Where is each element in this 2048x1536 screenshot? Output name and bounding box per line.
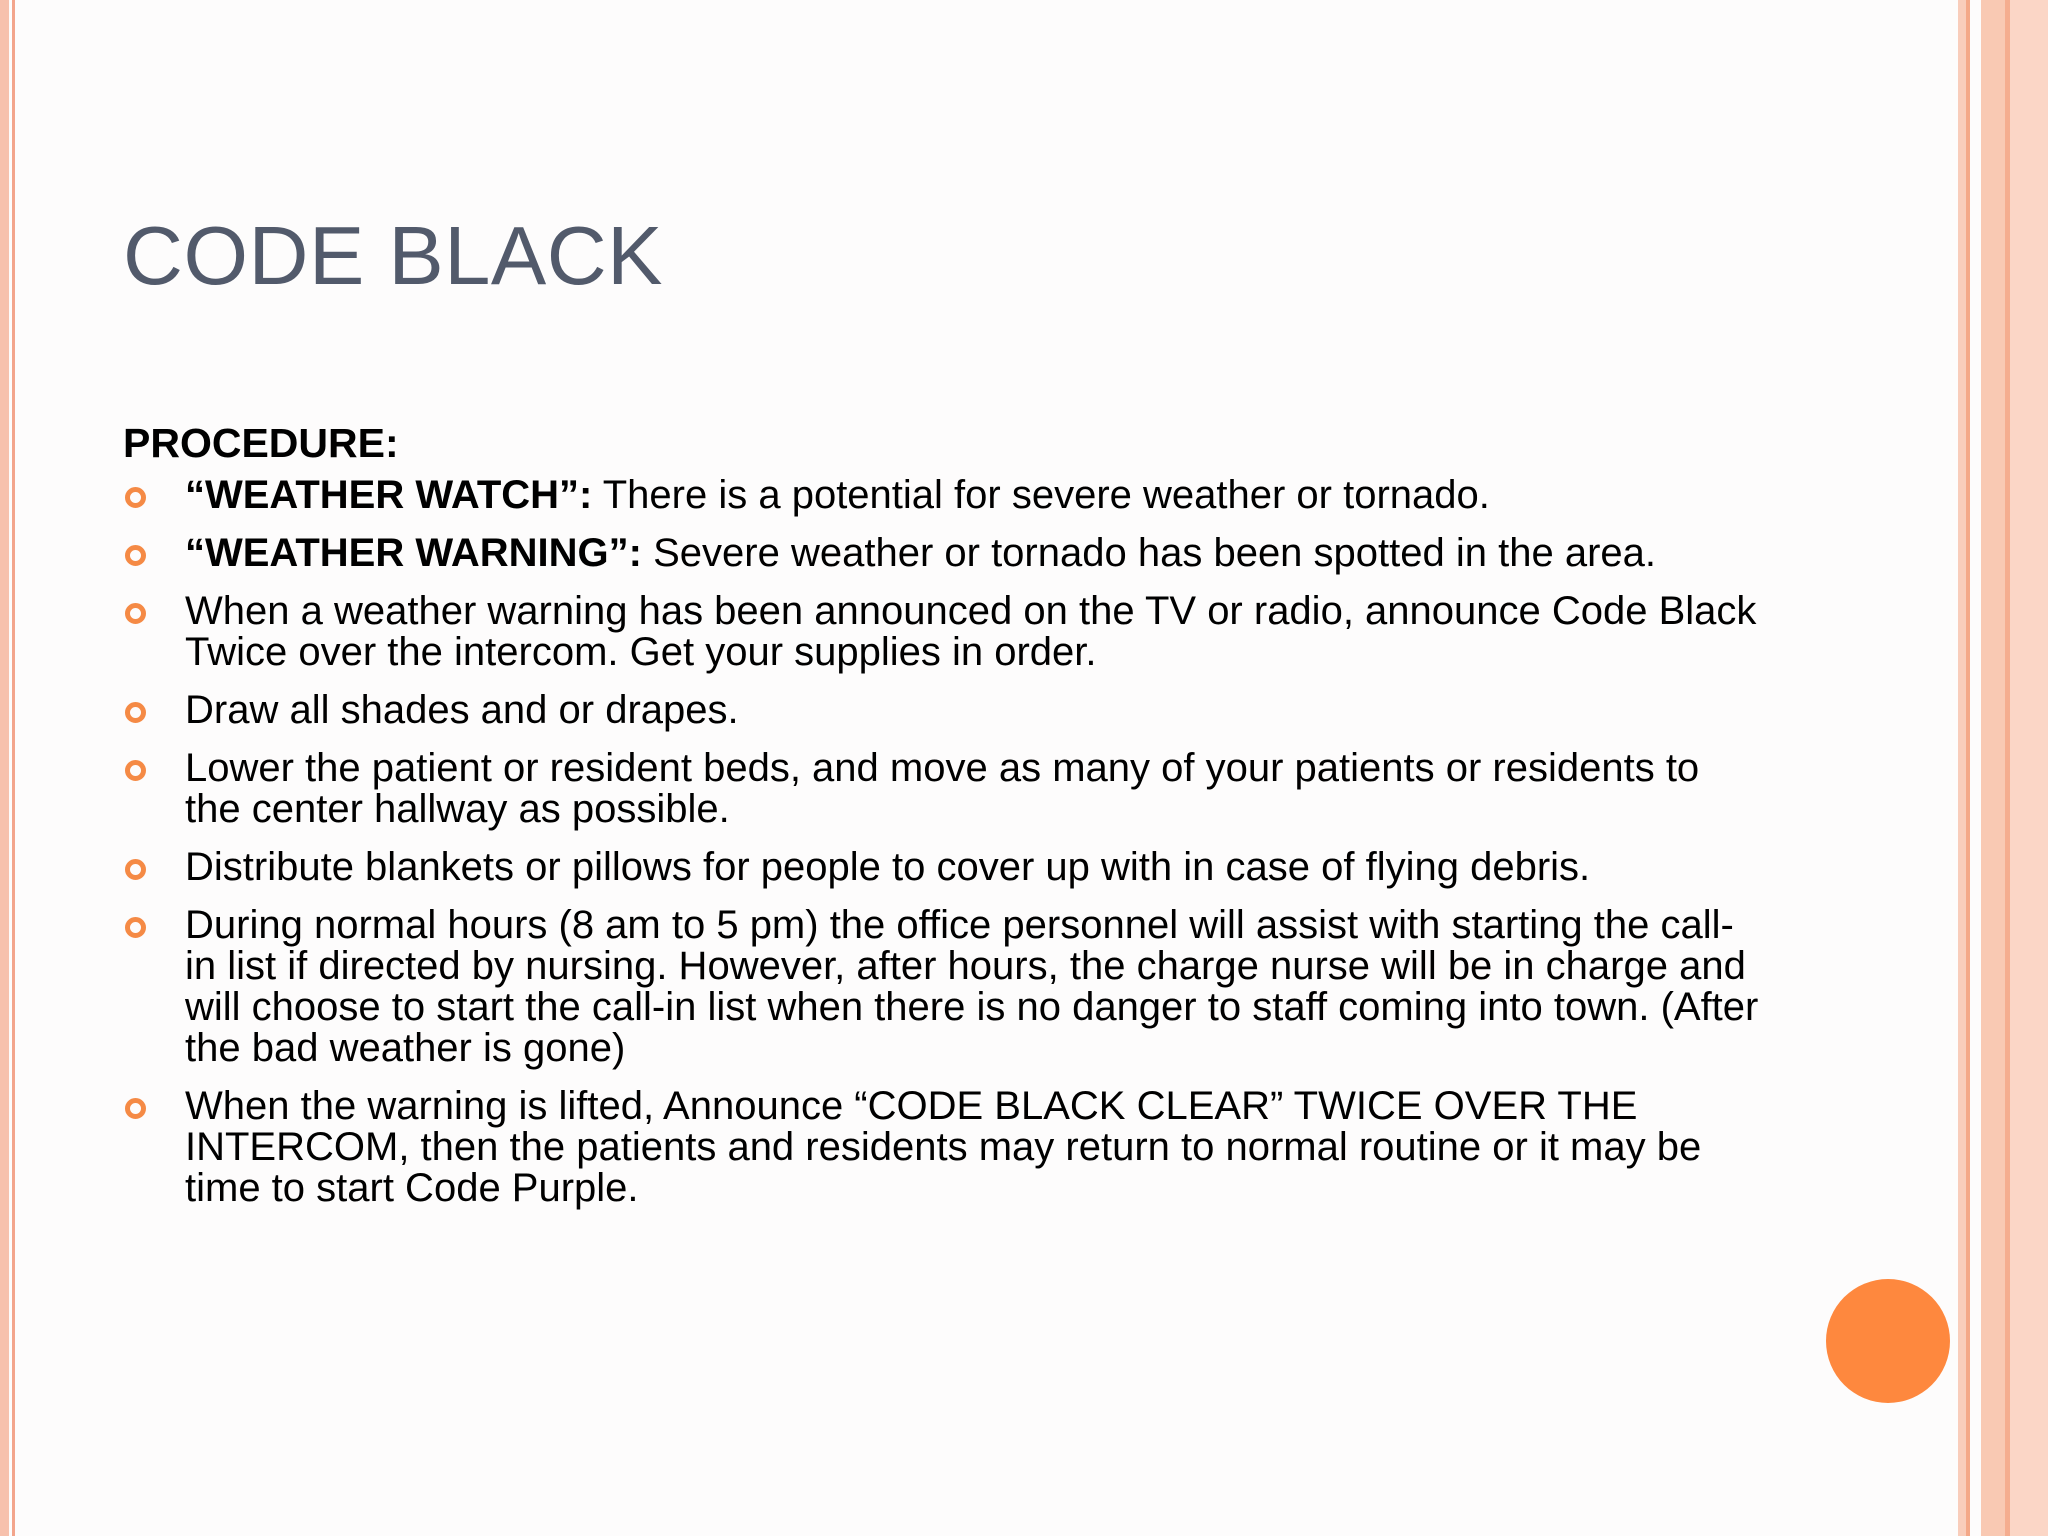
bullet-circle-icon [125, 760, 146, 781]
right-decorative-stripe-thin [1966, 0, 1970, 1536]
bullet-circle-icon [125, 487, 146, 508]
left-decorative-stripe-thin [12, 0, 15, 1536]
bullet-item [123, 690, 1763, 731]
bullet-circle-icon [125, 603, 146, 624]
bullet-item [123, 475, 1763, 516]
bullet-item [123, 591, 1763, 673]
slide-body [123, 415, 1763, 1209]
procedure-bullet-list [123, 475, 1763, 1209]
bullet-text: Lower the patient or resident beds, and move as many of your patients or residents to the center hallway as possible. [185, 746, 1700, 831]
bullet-text: Severe weather or tornado has been spotted in the area. [642, 531, 1657, 575]
bullet-text: During normal hours (8 am to 5 pm) the office personnel will assist with starting the call-in list if directed by nursing. However, after hours, the charge nurse will be in charge and will choose to start the call-in list when there is no danger to staff coming into town. (After the bad weather is gone) [185, 903, 1759, 1070]
bullet-text: Draw all shades and or drapes. [185, 688, 739, 732]
bullet-item [123, 533, 1763, 574]
bullet-lead-text: “WEATHER WARNING”: [185, 531, 642, 575]
bullet-circle-icon [125, 917, 146, 938]
bullet-item [123, 748, 1763, 830]
bullet-text: There is a potential for severe weather or tornado. [592, 473, 1490, 517]
bullet-circle-icon [125, 1098, 146, 1119]
right-decorative-stripe [1958, 0, 1966, 1536]
orange-accent-circle [1826, 1279, 1950, 1403]
bullet-circle-icon [125, 859, 146, 880]
bullet-item [123, 905, 1763, 1069]
procedure-heading: PROCEDURE: [123, 420, 399, 466]
bullet-text: When a weather warning has been announced on the TV or radio, announce Code Black Twice over the intercom. Get your supplies in order. [185, 589, 1757, 674]
bullet-circle-icon [125, 545, 146, 566]
left-decorative-stripe [0, 0, 9, 1536]
slide-title: CODE BLACK [123, 209, 664, 302]
right-decorative-band [1981, 0, 2005, 1536]
bullet-text: Distribute blankets or pillows for people to cover up with in case of flying debris. [185, 845, 1591, 889]
bullet-item [123, 1086, 1763, 1209]
right-decorative-band-outer [2010, 0, 2048, 1536]
bullet-text: When the warning is lifted, Announce “CODE BLACK CLEAR” TWICE OVER THE INTERCOM, then the patients and residents may return to normal routine or it may be time to start Code Purple. [185, 1084, 1702, 1210]
bullet-circle-icon [125, 702, 146, 723]
bullet-lead-text: “WEATHER WATCH”: [185, 473, 593, 517]
bullet-item [123, 847, 1763, 888]
